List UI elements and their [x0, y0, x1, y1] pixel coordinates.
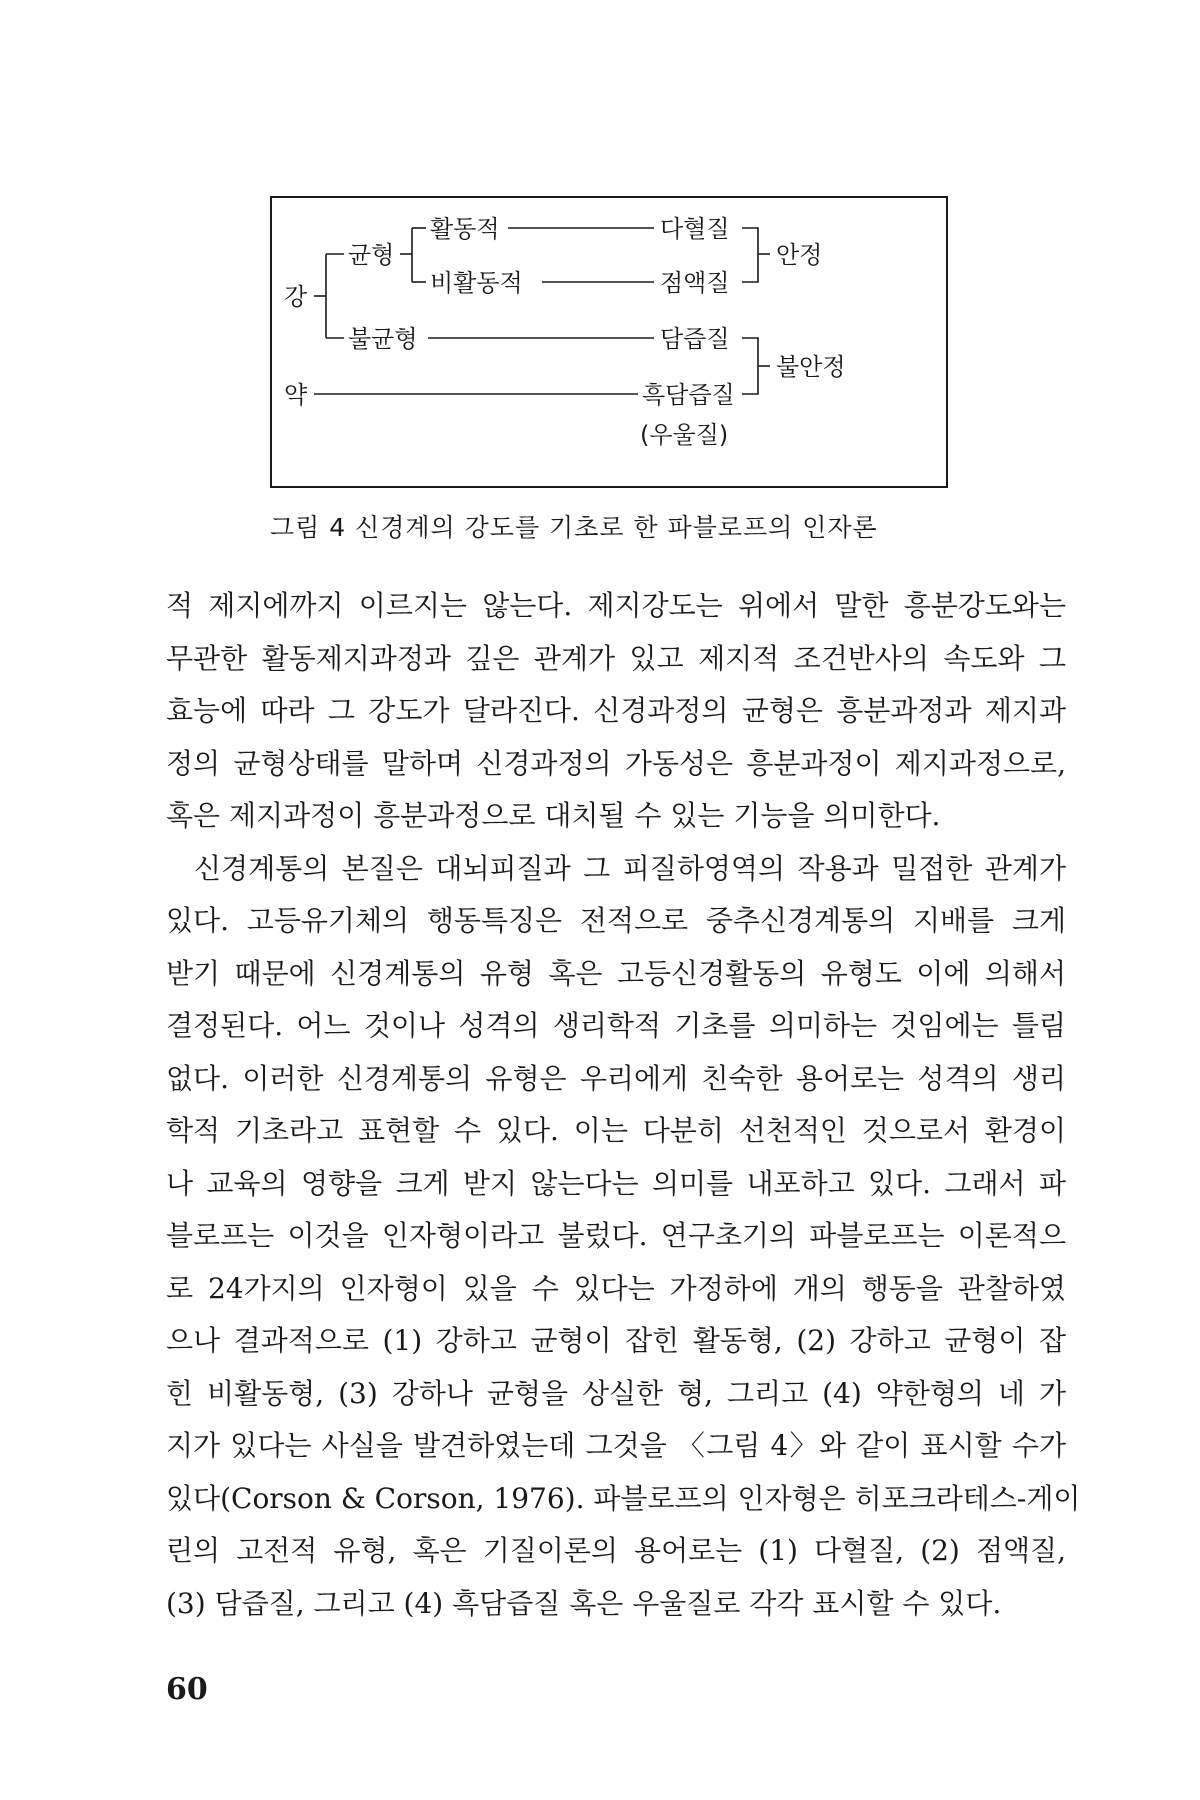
- node-melancholic: 흑담즙질: [642, 381, 735, 409]
- text-line: 있다(Corson & Corson, 1976). 파블로프의 인자형은 히포크라테스-게이: [166, 1481, 1081, 1515]
- bracket-stable: [742, 228, 758, 282]
- node-balanced: 균형: [348, 241, 395, 269]
- text-line: 린의 고전적 유형, 혹은 기질이론의 용어로는 (1) 다혈질, (2) 점액질,: [166, 1534, 1066, 1567]
- text-line: 신경계통의 본질은 대뇌피질과 그 피질하영역의 작용과 밀접한 관계가: [194, 851, 1066, 885]
- node-unstable: 불안정: [776, 353, 846, 381]
- text-line: 블로프는 이것을 인자형이라고 불렀다. 연구초기의 파블로프는 이론적으: [166, 1219, 1066, 1252]
- page-number: 60: [166, 1672, 208, 1707]
- node-stable: 안정: [776, 241, 823, 269]
- bracket-unstable: [742, 338, 758, 394]
- text-line: 나 교육의 영향을 크게 받지 않는다는 의미를 내포하고 있다. 그래서 파: [166, 1166, 1066, 1200]
- body-text: [166, 580, 1081, 1630]
- text-line: 없다. 이러한 신경계통의 유형은 우리에게 친숙한 용어로는 성격의 생리: [166, 1061, 1066, 1095]
- text-line: 혹은 제지과정이 흥분과정으로 대치될 수 있는 기능을 의미한다.: [166, 799, 941, 832]
- text-line: (3) 담즙질, 그리고 (4) 흑담즙질 혹은 우울질로 각각 표시할 수 있다.: [166, 1586, 1002, 1620]
- text-line: 적 제지에까지 이르지는 않는다. 제지강도는 위에서 말한 흥분강도와는: [166, 589, 1066, 622]
- node-strong: 강: [284, 283, 308, 311]
- text-line: 받기 때문에 신경계통의 유형 혹은 고등신경활동의 유형도 이에 의해서: [166, 956, 1066, 990]
- figure-box: [270, 196, 948, 488]
- text-line: 효능에 따라 그 강도가 달라진다. 신경과정의 균형은 흥분과정과 제지과: [166, 694, 1066, 727]
- text-line: 지가 있다는 사실을 발견하였는데 그것을 〈그림 4〉와 같이 표시할 수가: [166, 1429, 1066, 1462]
- node-unbalanced: 불균형: [348, 325, 418, 353]
- node-phlegmatic: 점액질: [660, 269, 730, 297]
- text-line: 학적 기초라고 표현할 수 있다. 이는 다분히 선천적인 것으로서 환경이: [166, 1114, 1066, 1147]
- text-line: 로 24가지의 인자형이 있을 수 있다는 가정하에 개의 행동을 관찰하였: [166, 1271, 1066, 1305]
- node-active: 활동적: [430, 215, 500, 243]
- temperament-diagram: [272, 198, 950, 490]
- node-melancholic-alt: (우울질): [640, 421, 729, 449]
- figure-caption: 그림 4 신경계의 강도를 기초로 한 파블로프의 인자론: [270, 513, 878, 542]
- text-line: 으나 결과적으로 (1) 강하고 균형이 잡힌 활동형, (2) 강하고 균형이 잡: [166, 1324, 1066, 1357]
- node-sanguine: 다혈질: [660, 215, 730, 243]
- node-choleric: 담즙질: [660, 325, 730, 353]
- node-inactive: 비활동적: [430, 269, 523, 297]
- text-line: 결정된다. 어느 것이나 성격의 생리학적 기초를 의미하는 것임에는 틀림: [166, 1009, 1066, 1042]
- text-line: 정의 균형상태를 말하며 신경과정의 가동성은 흥분과정이 제지과정으로,: [166, 746, 1066, 780]
- text-line: 힌 비활동형, (3) 강하나 균형을 상실한 형, 그리고 (4) 약한형의 네 가: [166, 1376, 1066, 1410]
- node-weak: 약: [284, 381, 308, 409]
- text-line: 있다. 고등유기체의 행동특징은 전적으로 중추신경계통의 지배를 크게: [166, 904, 1066, 937]
- text-line: 무관한 활동제지과정과 깊은 관계가 있고 제지적 조건반사의 속도와 그: [166, 641, 1066, 675]
